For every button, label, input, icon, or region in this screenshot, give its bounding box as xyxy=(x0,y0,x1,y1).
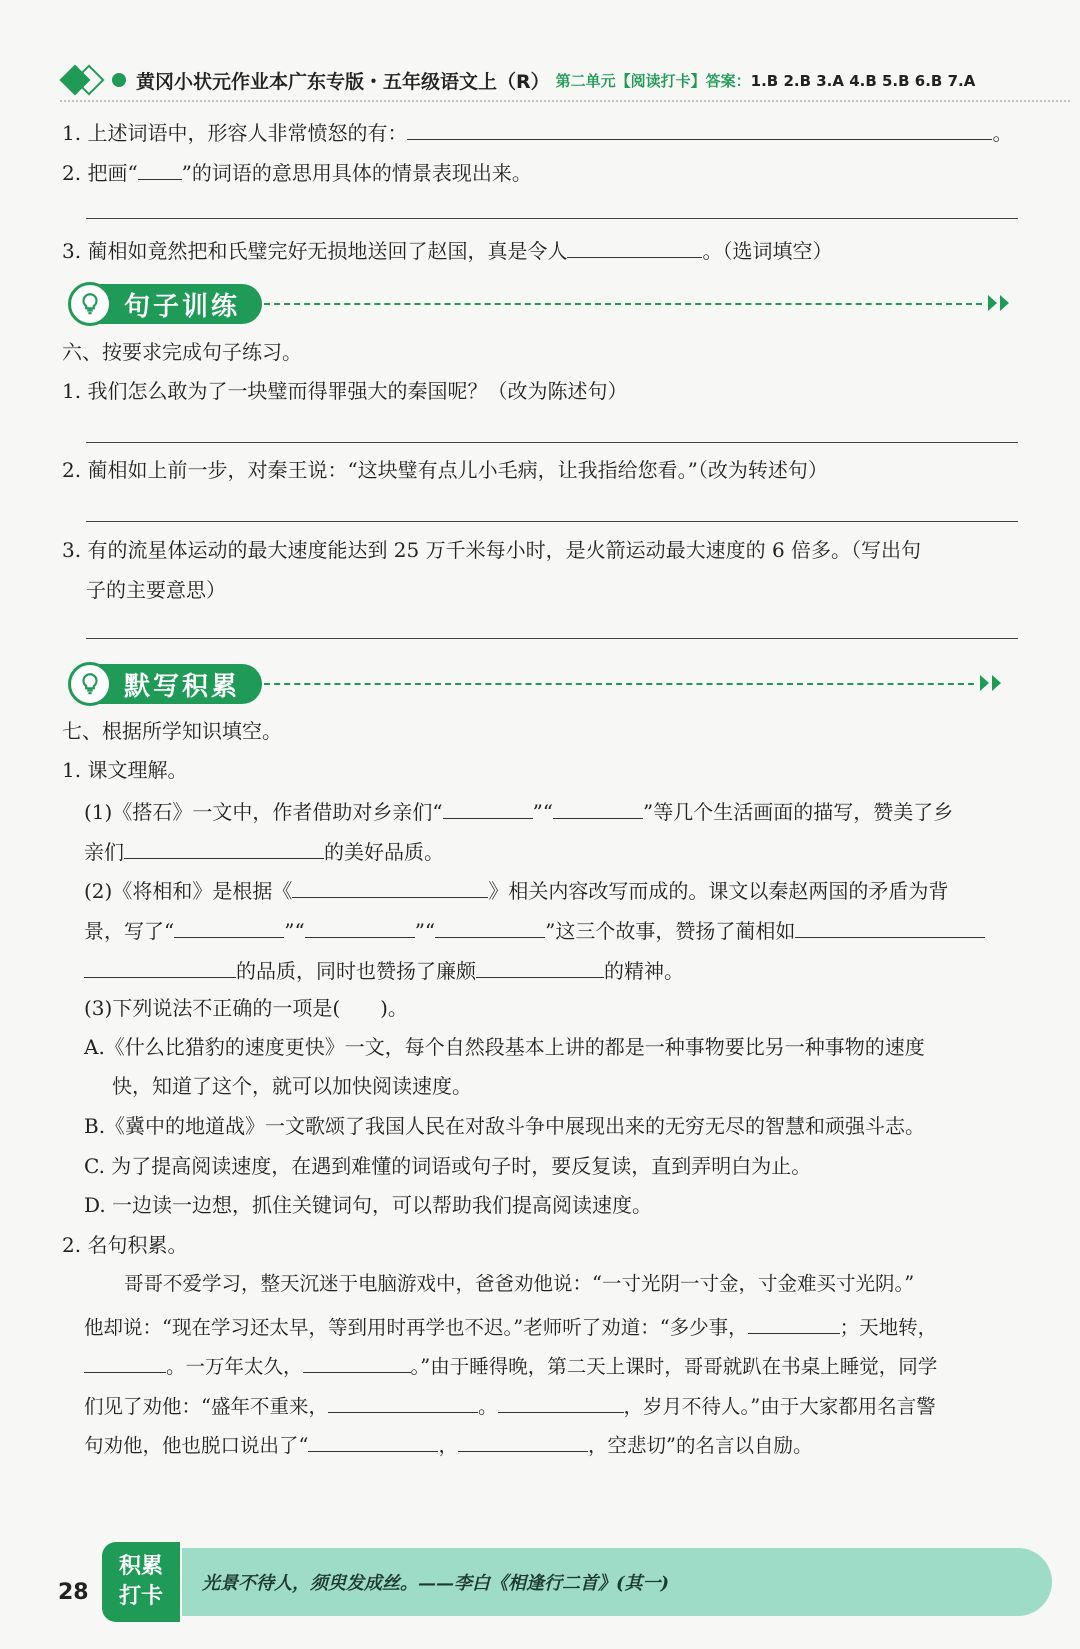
answer-blank[interactable] xyxy=(443,794,533,819)
period: 。 xyxy=(992,121,1013,145)
answer-line[interactable] xyxy=(86,442,1018,443)
item-1-1-cont xyxy=(84,834,444,867)
section-title: 默写积累 xyxy=(98,664,262,704)
answer-blank[interactable] xyxy=(748,1309,840,1334)
page-number: 28 xyxy=(58,1580,89,1605)
banner-dashed-line xyxy=(254,303,982,305)
diamond-logo-icon xyxy=(60,65,90,95)
story-text: ；天地转， xyxy=(839,1316,938,1339)
story-text: 们见了劝他：“盛年不重来， xyxy=(84,1395,328,1418)
quote-marks: ”“ xyxy=(414,919,436,943)
question-6-1: 1. 我们怎么敢为了一块璧而得罪强大的秦国呢？（改为陈述句） xyxy=(62,379,628,403)
answer-blank[interactable] xyxy=(292,873,488,898)
answer-blank[interactable] xyxy=(84,953,236,978)
section-6-heading: 六、按要求完成句子练习。 xyxy=(62,340,302,364)
answer-key xyxy=(556,70,976,91)
question-5-2 xyxy=(62,155,532,188)
footer-quote: 光景不待人，须臾发成丝。——李白《相逢行二首》(其一) xyxy=(202,1573,670,1594)
answer-blank[interactable] xyxy=(567,233,702,258)
answer-blank[interactable] xyxy=(84,1348,166,1373)
section-banner-sentence xyxy=(68,280,262,328)
answer-line[interactable] xyxy=(86,521,1018,522)
item-text: (1)《搭石》一文中，作者借助对乡亲们“ xyxy=(84,800,443,824)
answer-key-label: 第二单元【阅读打卡】答案： xyxy=(555,71,751,90)
lightbulb-icon xyxy=(68,282,112,326)
badge-line-1: 积累 xyxy=(118,1554,163,1579)
question-text: 1. 上述词语中，形容人非常愤怒的有： xyxy=(62,121,408,145)
badge-line-2: 打卡 xyxy=(118,1584,163,1609)
answer-blank[interactable] xyxy=(328,1388,478,1413)
story-line-4 xyxy=(84,1388,936,1422)
footer-badge xyxy=(102,1542,180,1622)
double-arrow-icon xyxy=(986,292,1014,314)
book-title: 黄冈小状元作业本广东专版・五年级语文上（R） xyxy=(136,70,550,93)
story-line-2 xyxy=(84,1309,937,1343)
double-arrow-icon xyxy=(978,672,1006,694)
item-1-2 xyxy=(84,873,948,906)
question-5-1 xyxy=(62,115,1012,148)
option-c: C. 为了提高阅读速度，在遇到难懂的词语或句子时，要反复读，直到弄明白为止。 xyxy=(84,1154,812,1178)
answer-blank[interactable] xyxy=(553,794,643,819)
item-text: 的品质，同时也赞扬了廉颇 xyxy=(236,959,476,983)
quote-marks: ”“ xyxy=(284,919,305,943)
answer-blank[interactable] xyxy=(305,913,415,938)
answer-blank[interactable] xyxy=(435,913,545,938)
answer-blank[interactable] xyxy=(476,953,604,978)
subquestion-2-heading: 2. 名句积累。 xyxy=(62,1233,188,1257)
answer-blank[interactable] xyxy=(795,913,985,938)
question-text-end: 。（选词填空） xyxy=(702,239,833,263)
item-text: 景，写了“ xyxy=(84,919,175,943)
answer-blank[interactable] xyxy=(303,1348,411,1373)
story-text: 。”由于睡得晚，第二天上课时，哥哥就趴在书桌上睡觉，同学 xyxy=(410,1355,938,1378)
answer-line[interactable] xyxy=(86,638,1018,639)
item-1-2-cont xyxy=(84,913,985,946)
header-divider xyxy=(60,100,1070,102)
story-text: ，空悲切”的名言以自励。 xyxy=(588,1434,813,1457)
question-text: 3. 蔺相如竟然把和氏璧完好无损地送回了赵国，真是令人 xyxy=(62,239,568,263)
question-6-3: 3. 有的流星体运动的最大速度能达到 25 万千米每小时，是火箭运动最大速度的 6 倍多。（写出句 xyxy=(62,538,922,562)
section-7-heading: 七、根据所学知识填空。 xyxy=(62,719,282,743)
comma: ， xyxy=(438,1434,458,1457)
item-1-3: (3)下列说法不正确的一项是( )。 xyxy=(84,996,408,1020)
answer-blank[interactable] xyxy=(458,1427,588,1452)
answer-blank[interactable] xyxy=(174,913,284,938)
subquestion-1-heading: 1. 课文理解。 xyxy=(62,758,188,782)
section-title: 句子训练 xyxy=(98,284,262,324)
item-1-1 xyxy=(84,794,953,827)
question-5-3 xyxy=(62,233,832,266)
item-text: (2)《将相和》是根据《 xyxy=(84,879,293,903)
story-text: ，岁月不待人。”由于大家都用名言警 xyxy=(623,1395,936,1418)
question-6-3-cont: 子的主要意思） xyxy=(86,578,226,602)
question-text-end: ”的词语的意思用具体的情景表现出来。 xyxy=(181,161,532,185)
question-6-2: 2. 蔺相如上前一步，对秦王说：“这块璧有点儿小毛病，让我指给您看。”（改为转述句） xyxy=(62,458,828,482)
story-line-5 xyxy=(84,1427,812,1461)
story-text: 。 xyxy=(477,1395,498,1418)
item-text: 的精神。 xyxy=(604,959,684,983)
item-text: 的美好品质。 xyxy=(324,840,444,864)
page-header xyxy=(60,62,1070,98)
item-text: 》相关内容改写而成的。课文以秦赵两国的矛盾为背 xyxy=(488,879,949,903)
story-line-1: 哥哥不爱学习，整天沉迷于电脑游戏中，爸爸劝他说：“一寸光阴一寸金，寸金难买寸光阴。” xyxy=(124,1272,915,1295)
option-b: B.《冀中的地道战》一文歌颂了我国人民在对敌斗争中展现出来的无穷无尽的智慧和顽强斗志。 xyxy=(84,1114,926,1138)
story-text: 句劝他，他也脱口说出了“ xyxy=(84,1434,309,1457)
story-text: 他却说：“现在学习还太早，等到用时再学也不迟。”老师听了劝道：“多少事， xyxy=(84,1316,748,1339)
section-banner-memory xyxy=(68,660,262,708)
option-a-cont: 快，知道了这个，就可以加快阅读速度。 xyxy=(112,1074,472,1098)
lightbulb-icon xyxy=(68,662,112,706)
item-text: 亲们 xyxy=(84,840,124,864)
footer-quote-bar xyxy=(182,1548,1052,1616)
item-text: ”等几个生活画面的描写，赞美了乡 xyxy=(643,800,954,824)
answer-blank[interactable] xyxy=(124,834,324,859)
item-text: ”这三个故事，赞扬了蔺相如 xyxy=(545,919,796,943)
quote-marks: ”“ xyxy=(532,800,554,824)
story-text: 。一万年太久， xyxy=(166,1355,303,1378)
option-d: D. 一边读一边想，抓住关键词句，可以帮助我们提高阅读速度。 xyxy=(84,1193,653,1217)
answer-blank[interactable] xyxy=(308,1427,438,1452)
dot-icon xyxy=(112,73,126,87)
answer-key-values: 1.B 2.B 3.A 4.B 5.B 6.B 7.A xyxy=(750,71,976,90)
answer-blank[interactable] xyxy=(407,115,992,140)
item-1-2-cont2 xyxy=(84,953,684,986)
answer-line[interactable] xyxy=(86,218,1018,219)
banner-dashed-line xyxy=(254,683,974,685)
story-line-3 xyxy=(84,1348,937,1382)
option-a: A.《什么比猎豹的速度更快》一文，每个自然段基本上讲的都是一种事物要比另一种事物的速度 xyxy=(84,1035,925,1059)
underline-sample xyxy=(138,155,182,180)
answer-blank[interactable] xyxy=(498,1388,624,1413)
question-text: 2. 把画“ xyxy=(62,161,138,185)
